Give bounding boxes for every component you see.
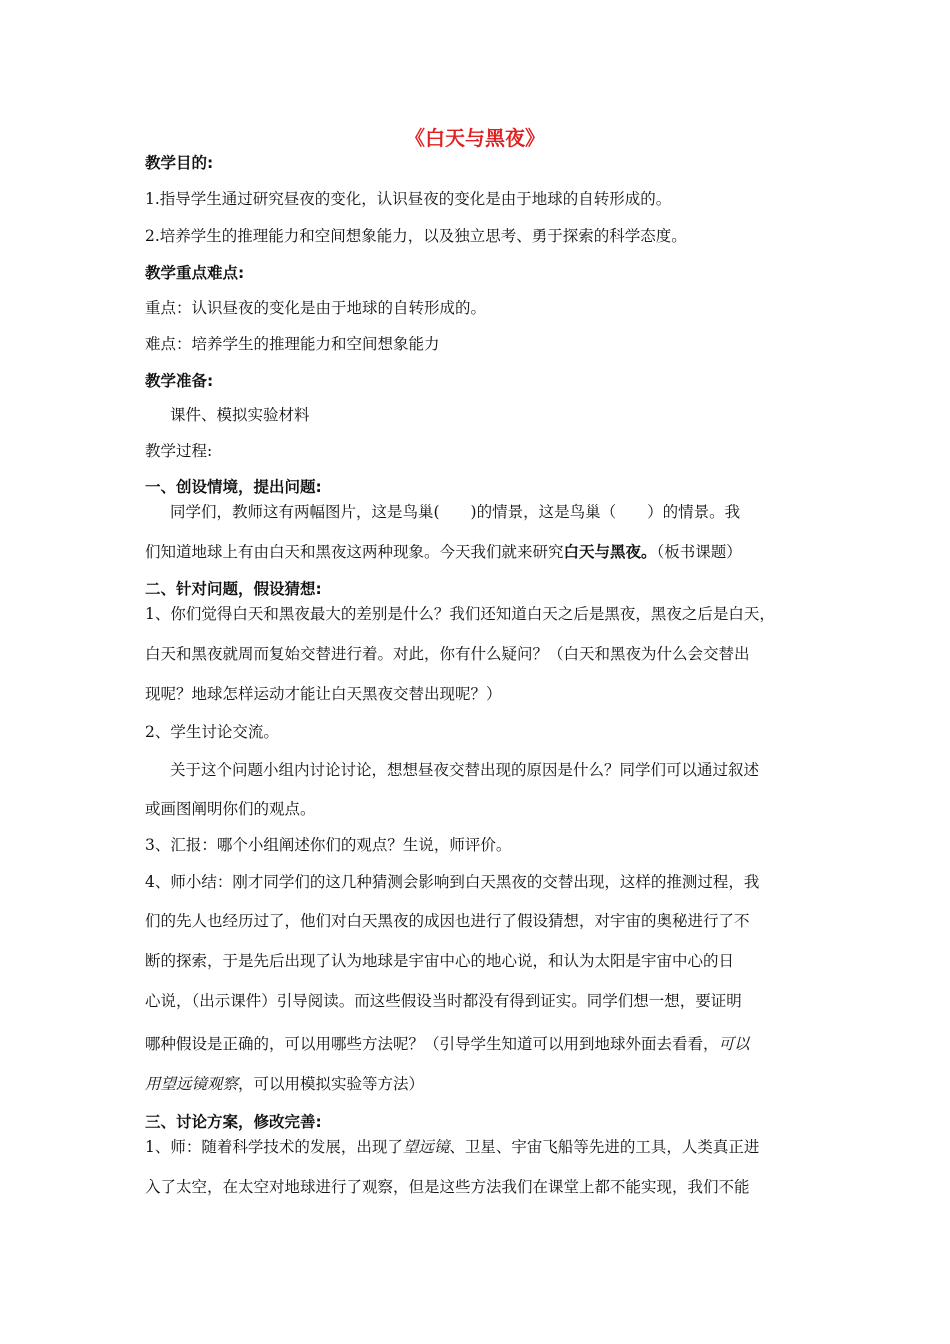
section-2-line: 1、你们觉得白天和黑夜最大的差别是什么？我们还知道白天之后是黑夜，黑夜之后是白天， (145, 605, 775, 623)
section-2-line: 心说，（出示课件）引导阅读。而这些假设当时都没有得到证实。同学们想一想，要证明 (145, 992, 742, 1010)
section-1-paragraph-line: 们知道地球上有由白天和黑夜这两种现象。今天我们就来研究白天与黑夜。（板书课题） (145, 543, 742, 561)
goal-item-2: 2.培养学生的推理能力和空间想象能力，以及独立思考、勇于探索的科学态度。 (145, 227, 687, 245)
topic-emphasis: 白天与黑夜。 (563, 543, 657, 561)
preparation-materials: 课件、模拟实验材料 (170, 406, 310, 424)
italic-emphasis: 用望远镜观察 (145, 1075, 239, 1093)
section-2-line: 白天和黑夜就周而复始交替进行着。对此，你有什么疑问？（白天和黑夜为什么会交替出 (145, 645, 750, 663)
italic-emphasis: 可以 (718, 1035, 750, 1053)
heading-preparation: 教学准备: (145, 372, 214, 390)
key-point: 重点：认识昼夜的变化是由于地球的自转形成的。 (145, 299, 487, 317)
section-2-line: 2、学生讨论交流。 (145, 723, 279, 741)
section-2-heading: 二、针对问题，假设猜想: (145, 580, 322, 598)
section-2-line: 或画图阐明你们的观点。 (145, 800, 316, 818)
section-1-paragraph-line: 同学们，教师这有两幅图片，这是鸟巢( )的情景，这是鸟巢（ ）的情景。我 (170, 503, 741, 521)
document-title: 《白天与黑夜》 (405, 126, 545, 150)
heading-teaching-goal: 教学目的: (145, 154, 214, 172)
italic-emphasis: 望远镜 (402, 1138, 450, 1156)
section-1-heading: 一、创设情境，提出问题: (145, 478, 322, 496)
section-2-line: 哪种假设是正确的，可以用哪些方法呢？（引导学生知道可以用到地球外面去看看，可以 (145, 1035, 750, 1053)
section-2-line: 断的探索，于是先后出现了认为地球是宇宙中心的地心说，和认为太阳是宇宙中心的日 (145, 952, 735, 970)
section-2-line: 现呢？地球怎样运动才能让白天黑夜交替出现呢？） (145, 685, 502, 703)
heading-key-points: 教学重点难点: (145, 264, 245, 282)
goal-item-1: 1.指导学生通过研究昼夜的变化，认识昼夜的变化是由于地球的自转形成的。 (145, 190, 672, 208)
heading-process: 教学过程: (145, 442, 213, 460)
section-2-line: 3、汇报：哪个小组阐述你们的观点？生说，师评价。 (145, 836, 512, 854)
section-3-line: 入了太空，在太空对地球进行了观察，但是这些方法我们在课堂上都不能实现，我们不能 (145, 1178, 750, 1196)
section-3-line: 1、师：随着科学技术的发展，出现了望远镜、卫星、宇宙飞船等先进的工具，人类真正进 (145, 1138, 760, 1156)
section-2-line: 们的先人也经历过了，他们对白天黑夜的成因也进行了假设猜想，对宇宙的奥秘进行了不 (145, 912, 750, 930)
section-2-line: 用望远镜观察，可以用模拟实验等方法） (145, 1075, 425, 1093)
section-2-line: 关于这个问题小组内讨论讨论，想想昼夜交替出现的原因是什么？同学们可以通过叙述 (170, 761, 760, 779)
section-2-line: 4、师小结：刚才同学们的这几种猜测会影响到白天黑夜的交替出现，这样的推测过程，我 (145, 873, 760, 891)
section-3-heading: 三、讨论方案，修改完善: (145, 1113, 322, 1131)
difficult-point: 难点：培养学生的推理能力和空间想象能力 (145, 335, 440, 353)
